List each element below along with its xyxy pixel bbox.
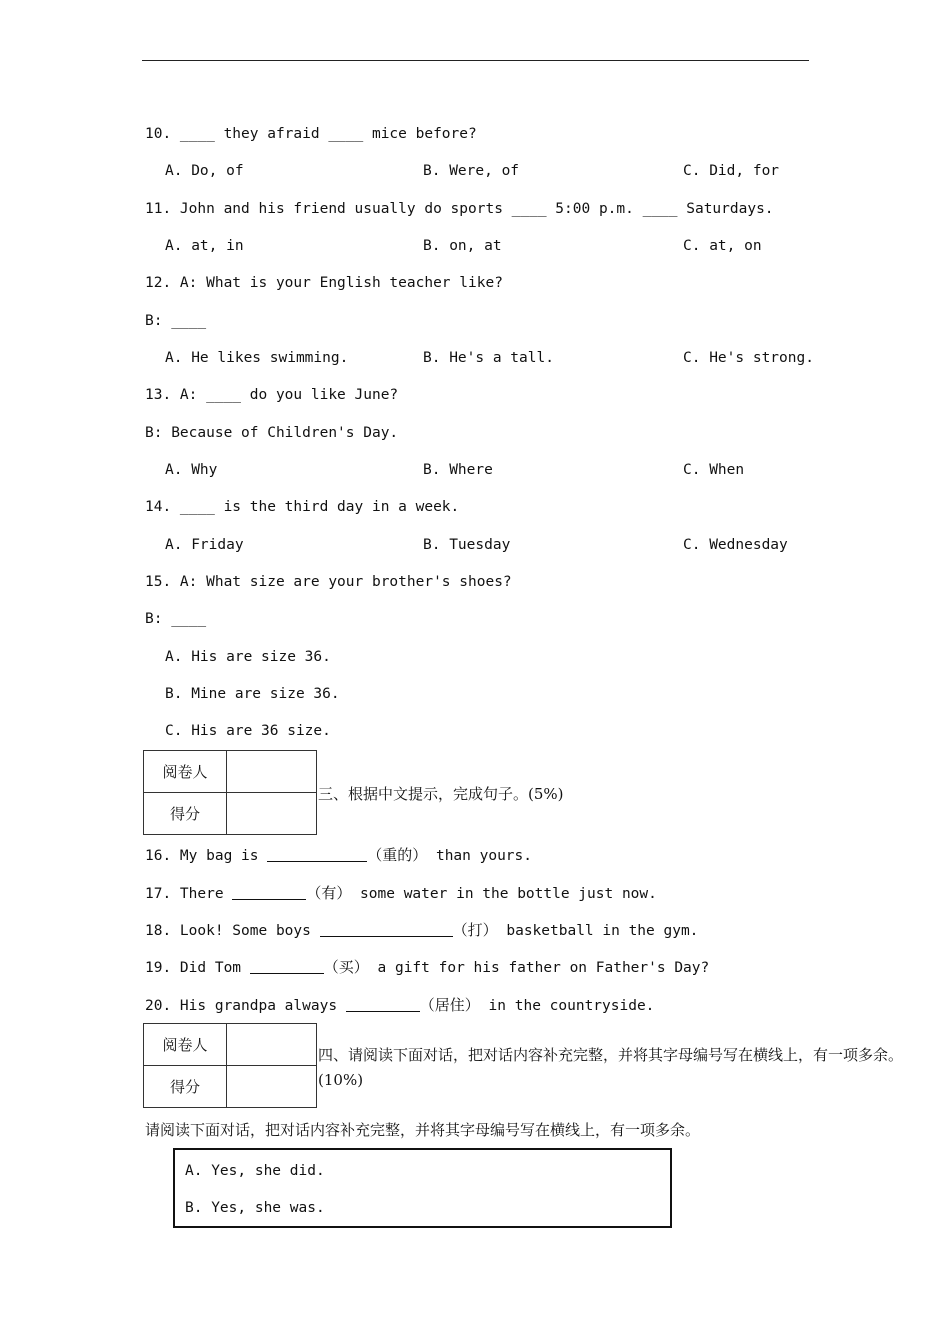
q14-option-a: A. Friday [165, 537, 244, 553]
q18-blank[interactable] [320, 921, 453, 937]
q11-option-a: A. at, in [165, 238, 244, 254]
q15-answer-line: B: ____ [145, 611, 207, 627]
q19-text: 19. Did Tom [145, 960, 250, 976]
q11-option-c: C. at, on [683, 238, 762, 254]
section4-instruction: 请阅读下面对话，把对话内容补充完整，并将其字母编号写在横线上，有一项多余。 [145, 1121, 701, 1139]
options-box [173, 1148, 672, 1228]
q15-option-c: C. His are 36 size. [165, 723, 331, 739]
q17-text: 17. There [145, 886, 233, 902]
q16-text: 16. My bag is [145, 848, 268, 864]
q19-blank[interactable] [250, 958, 324, 974]
q20-hint: （居住） [419, 996, 480, 1014]
q10-option-b: B. Were, of [423, 163, 520, 179]
score-label: 得分 [144, 1066, 227, 1108]
q15-option-b: B. Mine are size 36. [165, 686, 340, 702]
q12-option-b: B. He's a tall. [423, 350, 554, 366]
q15-option-a: A. His are size 36. [165, 649, 331, 665]
q18-line [145, 921, 698, 940]
reviewer-label: 阅卷人 [144, 1024, 227, 1066]
q12-stem: 12. A: What is your English teacher like? [145, 275, 503, 291]
q20-text: 20. His grandpa always [145, 998, 346, 1014]
q19-hint: （买） [323, 958, 369, 976]
section3-title: 三、根据中文提示，完成句子。(5%) [318, 785, 564, 803]
score-cell[interactable] [227, 1066, 317, 1108]
q16-line [145, 846, 532, 865]
q14-option-b: B. Tuesday [423, 537, 511, 553]
q19-line [145, 958, 709, 977]
score-cell[interactable] [227, 793, 317, 835]
q17-hint: （有） [306, 884, 352, 902]
q18-tail: basketball in the gym. [497, 923, 699, 939]
reviewer-cell[interactable] [227, 1024, 317, 1066]
reviewer-label: 阅卷人 [144, 751, 227, 793]
q10-option-a: A. Do, of [165, 163, 244, 179]
q14-option-c: C. Wednesday [683, 537, 788, 553]
q18-hint: （打） [452, 921, 498, 939]
q12-answer-line: B: ____ [145, 313, 207, 329]
option-b: B. Yes, she was. [185, 1200, 325, 1216]
section4-title: 四、请阅读下面对话，把对话内容补充完整，并将其字母编号写在横线上，有一项多余。 [318, 1046, 904, 1064]
q11-stem: 11. John and his friend usually do sports ____ 5:00 p.m. ____ Saturdays. [145, 201, 774, 217]
q11-option-b: B. on, at [423, 238, 502, 254]
q14-stem: 14. ____ is the third day in a week. [145, 499, 460, 515]
score-table-section3 [143, 750, 317, 835]
score-label: 得分 [144, 793, 227, 835]
reviewer-cell[interactable] [227, 751, 317, 793]
q16-hint: （重的） [367, 846, 428, 864]
q16-tail: than yours. [427, 848, 532, 864]
section4-percent: (10%) [318, 1071, 364, 1089]
q16-blank[interactable] [267, 846, 367, 862]
q20-tail: in the countryside. [479, 998, 655, 1014]
q17-blank[interactable] [232, 884, 306, 900]
header-rule [142, 60, 809, 61]
q17-line [145, 884, 657, 903]
q18-text: 18. Look! Some boys [145, 923, 320, 939]
q13-option-a: A. Why [165, 462, 218, 478]
q13-option-c: C. When [683, 462, 745, 478]
q13-option-b: B. Where [423, 462, 493, 478]
q10-stem: 10. ____ they afraid ____ mice before? [145, 126, 477, 142]
q12-option-c: C. He's strong. [683, 350, 814, 366]
q20-blank[interactable] [346, 996, 420, 1012]
q10-option-c: C. Did, for [683, 163, 780, 179]
q17-tail: some water in the bottle just now. [351, 886, 657, 902]
option-a: A. Yes, she did. [185, 1163, 325, 1179]
q12-option-a: A. He likes swimming. [165, 350, 349, 366]
q13-answer-line: B: Because of Children's Day. [145, 425, 399, 441]
q20-line [145, 996, 654, 1015]
q13-stem: 13. A: ____ do you like June? [145, 387, 399, 403]
q19-tail: a gift for his father on Father's Day? [368, 960, 710, 976]
q15-stem: 15. A: What size are your brother's shoes? [145, 574, 512, 590]
score-table-section4 [143, 1023, 317, 1108]
